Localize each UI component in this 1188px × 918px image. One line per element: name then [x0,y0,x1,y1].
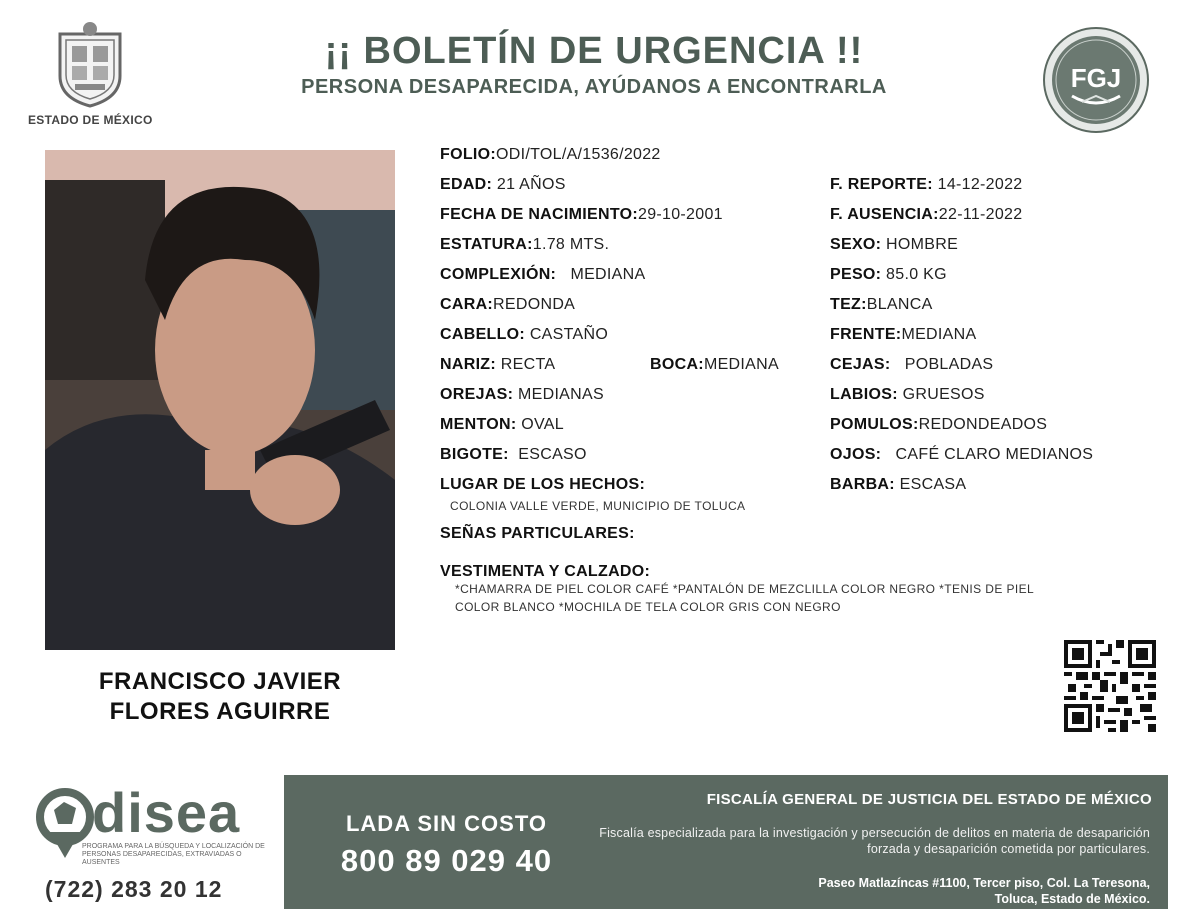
edad-row [440,176,566,194]
cara-row [440,296,575,314]
edad-value: 21 AÑOS [496,176,566,193]
labios-value: GRUESOS [902,386,985,403]
cabello-value: CASTAÑO [529,326,609,343]
vestimenta-line2: COLOR BLANCO *MOCHILA DE TELA COLOR GRIS CON NEGRO [455,600,841,614]
reporte-row [830,176,1022,194]
senas-row [440,525,635,543]
cara-label: CARA: [440,296,494,313]
nariz-label: NARIZ: [440,356,497,373]
nariz-value: RECTA [500,356,556,373]
vestimenta-row [440,563,650,581]
bulletin-title: ¡¡ BOLETÍN DE URGENCIA !! [324,30,864,72]
fgj-info [599,775,1168,909]
fgj-address-line1: Paseo Matlazíncas #1100, Tercer piso, Col. La Teresona, [818,876,1150,890]
nacimiento-label: FECHA DE NACIMIENTO: [440,206,638,223]
labios-row [830,386,985,404]
fgj-title: FISCALÍA GENERAL DE JUSTICIA DEL ESTADO DE MÉXICO [706,791,1152,808]
ojos-value: CAFÉ CLARO MEDIANOS [895,446,1094,463]
bigote-row [440,446,587,464]
sexo-value: HOMBRE [886,236,959,253]
fgj-badge-text: FGJ [1070,63,1122,93]
sexo-label: SEXO: [830,236,882,253]
bigote-value: ESCASO [518,446,587,463]
person-name [45,667,395,727]
frente-value: MEDIANA [901,326,977,343]
lada-number[interactable]: 800 89 029 40 [340,843,553,878]
lugar-row [440,476,645,494]
cabello-row [440,326,608,344]
frente-row [830,326,976,344]
barba-label: BARBA: [830,476,895,493]
vestimenta-label: VESTIMENTA Y CALZADO: [440,563,651,580]
lada-label: LADA SIN COSTO [345,811,547,836]
cejas-row [830,356,993,374]
ausencia-row [830,206,1022,224]
boca-value: MEDIANA [703,356,779,373]
frente-label: FRENTE: [830,326,902,343]
folio-value: ODI/TOL/A/1536/2022 [496,146,661,163]
senas-label: SEÑAS PARTICULARES: [440,525,635,542]
odisea-description: PROGRAMA PARA LA BÚSQUEDA Y LOCALIZACIÓN DE PERSONAS DESAPARECIDAS, EXTRAVIADAS O AUSENTES [82,843,265,866]
peso-value: 85.0 KG [886,266,947,283]
state-caption: ESTADO DE MÉXICO [28,113,153,127]
nariz-row [440,356,555,374]
qr-code-icon[interactable] [1064,640,1156,732]
fgj-address [590,875,1150,907]
fgj-seal-icon [1042,26,1150,134]
bigote-label: BIGOTE: [440,446,509,463]
fgj-description: Fiscalía especializada para la investigación y persecución de delitos en materia de desaparición forzada y desaparición cometida por particulares. [599,826,1150,856]
tez-value: BLANCA [866,296,933,313]
orejas-row [440,386,604,404]
odisea-phone[interactable]: (722) 283 20 12 [45,876,223,902]
estatura-label: ESTATURA: [440,236,533,253]
contact-band [284,775,1168,909]
sexo-row [830,236,958,254]
complexion-value: MEDIANA [570,266,646,283]
folio-label: FOLIO: [440,146,497,163]
barba-value: ESCASA [899,476,967,493]
barba-row [830,476,966,494]
edad-label: EDAD: [440,176,493,193]
labios-label: LABIOS: [830,386,898,403]
estatura-row [440,236,609,254]
missing-person-photo [45,150,395,650]
menton-label: MENTON: [440,416,517,433]
ausencia-label: F. AUSENCIA: [830,206,939,223]
person-name-line1: FRANCISCO JAVIER [98,668,342,695]
estatura-value: 1.78 MTS. [532,236,610,253]
reporte-value: 14-12-2022 [937,176,1023,193]
pomulos-label: POMULOS: [830,416,919,433]
fgj-address-line2: Toluca, Estado de México. [994,892,1150,906]
orejas-label: OREJAS: [440,386,514,403]
menton-value: OVAL [521,416,564,433]
nacimiento-row [440,206,723,224]
odisea-wordmark: disea [92,781,241,844]
ausencia-value: 22-11-2022 [938,206,1023,223]
nacimiento-value: 29-10-2001 [638,206,723,223]
cabello-label: CABELLO: [440,326,526,343]
orejas-value: MEDIANAS [517,386,604,403]
person-name-line2: FLORES AGUIRRE [109,698,331,725]
tez-label: TEZ: [830,296,867,313]
boca-label: BOCA: [650,356,704,373]
boca-row [650,356,779,374]
lugar-value: COLONIA VALLE VERDE, MUNICIPIO DE TOLUCA [450,499,746,513]
cejas-value: POBLADAS [904,356,994,373]
complexion-label: COMPLEXIÓN: [440,266,557,283]
ojos-row [830,446,1093,464]
pomulos-value: REDONDEADOS [918,416,1048,433]
peso-row [830,266,947,284]
menton-row [440,416,564,434]
cara-value: REDONDA [493,296,576,313]
bulletin-subtitle: PERSONA DESAPARECIDA, AYÚDANOS A ENCONTRARLA [301,76,887,98]
tez-row [830,296,933,314]
peso-label: PESO: [830,266,882,283]
reporte-label: F. REPORTE: [830,176,933,193]
complexion-row [440,266,645,284]
vestimenta-line1: *CHAMARRA DE PIEL COLOR CAFÉ *PANTALÓN DE MEZCLILLA COLOR NEGRO *TENIS DE PIEL [455,582,1035,596]
ojos-label: OJOS: [830,446,882,463]
pomulos-row [830,416,1047,434]
lugar-label: LUGAR DE LOS HECHOS: [440,476,646,493]
folio-row [440,146,661,164]
cejas-label: CEJAS: [830,356,891,373]
